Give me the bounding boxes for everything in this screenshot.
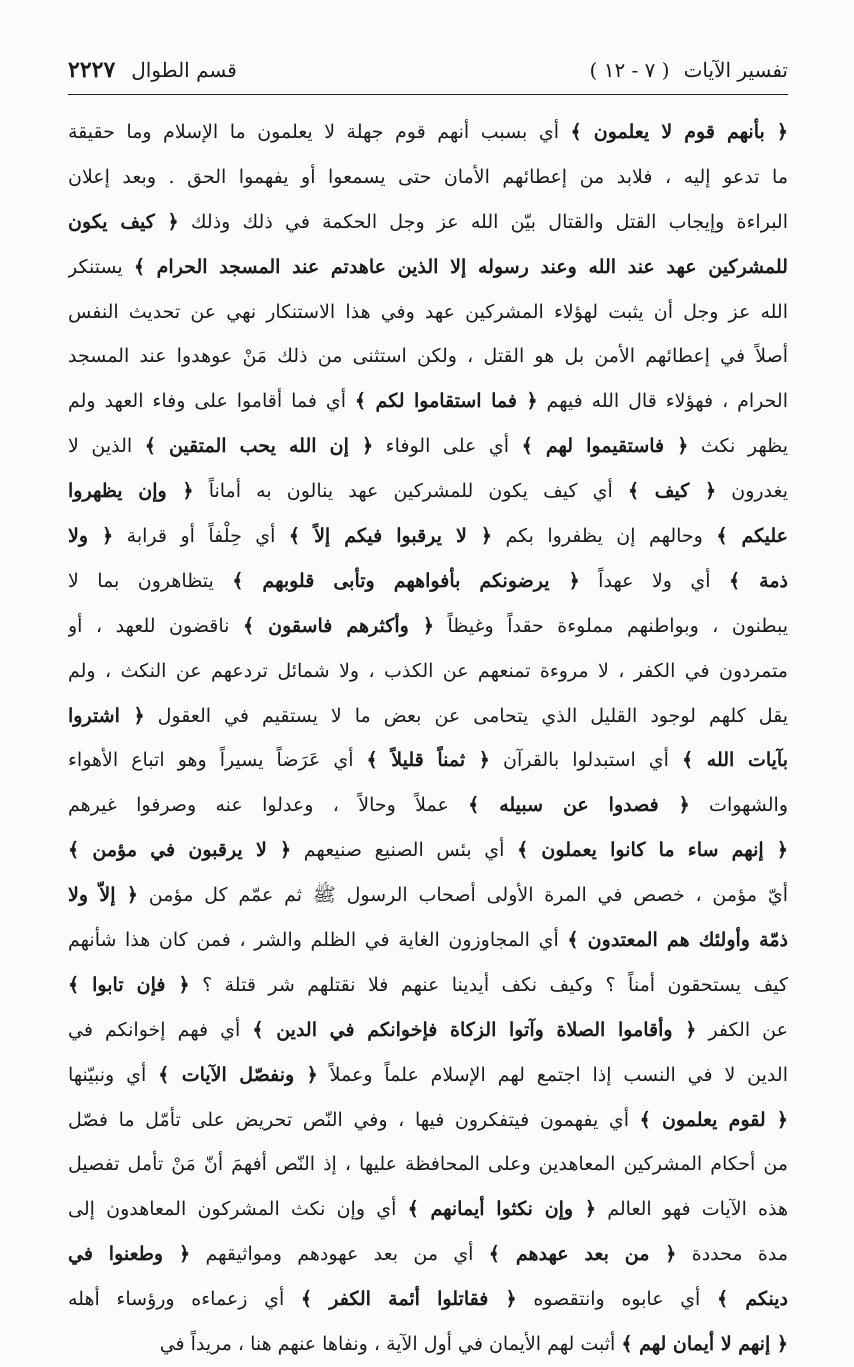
quran-quote: ﴿ كيف يكون bbox=[68, 210, 179, 233]
text-line bbox=[68, 649, 788, 694]
commentary-text: أي فما أقاموا على وفاء العهد ولم bbox=[68, 390, 355, 413]
commentary-text: مدة محددة bbox=[676, 1243, 788, 1266]
commentary-text: الذين لا bbox=[68, 435, 145, 458]
text-line bbox=[68, 1142, 788, 1187]
commentary-text: أي زعماءه ورؤساء أهله bbox=[68, 1288, 301, 1311]
commentary-text: كيف يستحقون أمناً ؟ وكيف نكف أيدينا عنهم فلا نقتلهم شر قتلة ؟ bbox=[189, 973, 788, 996]
text-line bbox=[68, 918, 788, 963]
verse-range: ( ٧ - ١٢ ) bbox=[589, 58, 670, 82]
quran-quote: ﴿ وإن نكثوا أيمانهم ﴾ bbox=[407, 1198, 597, 1221]
quran-quote: ذمة ﴾ bbox=[729, 569, 788, 592]
quran-quote: ﴿ وإن يظهروا bbox=[68, 480, 194, 503]
header-left bbox=[68, 57, 237, 83]
commentary-text: هذه الآيات فهو العالم bbox=[596, 1198, 788, 1221]
commentary-text: البراءة وإيجاب القتل والقتال بيّن الله عز وجل الحكمة في ذلك وذلك bbox=[178, 210, 788, 233]
commentary-text: أي على الوفاء bbox=[373, 435, 522, 458]
commentary-text: عملاً وحالاً ، وعدلوا عنه وصرفوا غيرهم bbox=[68, 794, 469, 817]
text-line bbox=[68, 738, 788, 783]
quran-quote: ﴿ وطعنوا في bbox=[68, 1243, 191, 1266]
text-line bbox=[68, 559, 788, 604]
commentary-text: ناقضون للعهد ، أو bbox=[68, 614, 243, 637]
text-line bbox=[68, 783, 788, 828]
quran-quote: ﴿ فإن تابوا ﴾ bbox=[68, 973, 190, 996]
text-line bbox=[68, 1277, 788, 1322]
text-line bbox=[68, 1098, 788, 1143]
text-line bbox=[68, 334, 788, 379]
quran-quote: ﴿ ثمناً قليلاً ﴾ bbox=[366, 749, 490, 772]
commentary-text: عن الكفر bbox=[696, 1018, 788, 1041]
quran-quote: بآيات الله ﴾ bbox=[682, 749, 788, 772]
commentary-text: يستنكر bbox=[68, 255, 134, 278]
commentary-text: وحالهم إن يظفروا بكم bbox=[492, 525, 717, 548]
text-line bbox=[68, 1187, 788, 1232]
commentary-text: أي من بعد عهودهم ومواثيقهم bbox=[190, 1243, 489, 1266]
quran-quote: ﴿ اشتروا bbox=[68, 704, 145, 727]
book-title: تفسير الآيات bbox=[683, 58, 788, 82]
text-line bbox=[68, 245, 788, 290]
commentary-text: أثبت لهم الأيمان في أول الآية ، ونفاها عنهم هنا ، مريداً في bbox=[159, 1333, 622, 1356]
quran-quote: عليكم ﴾ bbox=[716, 525, 788, 548]
quran-quote: ﴿ فقاتلوا أئمة الكفر ﴾ bbox=[300, 1288, 517, 1311]
quran-quote: ﴿ ونفصّل الآيات ﴾ bbox=[158, 1063, 318, 1086]
commentary-text: أي وإن نكث المشركون المعاهدون إلى bbox=[68, 1198, 408, 1221]
commentary-text: أي بئس الصنيع صنيعهم bbox=[291, 839, 518, 862]
commentary-text: متمردون في الكفر ، لا مروءة تمنعهم عن الكذب ، ولا شمائل تردعهم عن النكث ، ولم bbox=[68, 659, 788, 682]
text-line bbox=[68, 379, 788, 424]
quran-quote: دينكم ﴾ bbox=[717, 1288, 788, 1311]
quran-quote: ﴿ إن الله يحب المتقين ﴾ bbox=[144, 435, 374, 458]
quran-quote: ﴿ لا يرقبوا فيكم إلاً ﴾ bbox=[288, 525, 492, 548]
quran-quote: ذمّة وأولئك هم المعتدون ﴾ bbox=[567, 929, 788, 952]
text-line bbox=[68, 1322, 788, 1367]
quran-quote: ﴿ إنهم لا أيمان لهم ﴾ bbox=[621, 1333, 788, 1356]
commentary-text: أي ونبيّنها bbox=[68, 1063, 159, 1086]
commentary-text: الدين لا في النسب إذا اجتمع لهم الإسلام علماً وعملاً bbox=[317, 1063, 788, 1086]
quran-quote: ﴿ فما استقاموا لكم ﴾ bbox=[354, 390, 538, 413]
quran-quote: ﴿ فصدوا عن سبيله ﴾ bbox=[468, 794, 690, 817]
commentary-text: أي عابوه وانتقصوه bbox=[516, 1288, 717, 1311]
text-line bbox=[68, 828, 788, 873]
text-line bbox=[68, 469, 788, 514]
quran-quote: ﴿ وأقاموا الصلاة وآتوا الزكاة فإخوانكم في الدين ﴾ bbox=[252, 1018, 697, 1041]
text-line bbox=[68, 155, 788, 200]
commentary-text: يقل كلهم لوجود القليل الذي يتحامى عن بعض ما لا يستقيم في العقول bbox=[144, 704, 788, 727]
section-name: قسم الطوال bbox=[131, 58, 237, 82]
commentary-text: أي بسبب أنهم قوم جهلة لا يعلمون ما الإسلام وما حقيقة bbox=[68, 121, 571, 143]
quran-quote: ﴿ كيف ﴾ bbox=[627, 480, 717, 503]
quran-quote: ﴿ يرضونكم بأفواههم وتأبى قلوبهم ﴾ bbox=[232, 569, 580, 592]
text-line bbox=[68, 514, 788, 559]
quran-quote: ﴿ إلاّ ولا bbox=[68, 884, 138, 907]
text-line bbox=[68, 963, 788, 1008]
header-right bbox=[590, 58, 788, 82]
text-line bbox=[68, 1232, 788, 1277]
quran-quote: ﴿ لا يرقبون في مؤمن ﴾ bbox=[68, 839, 292, 862]
commentary-text: يظهر نكث bbox=[688, 435, 788, 458]
commentary-text: أي المجاوزون الغاية في الظلم والشر ، فمن كان هذا شأنهم bbox=[68, 929, 568, 952]
text-line bbox=[68, 424, 788, 469]
commentary-text: أصلاً في إعطائهم الأمن بل هو القتل ، ولكن استثنى من ذلك مَنْ عوهدوا عند المسجد bbox=[68, 345, 788, 368]
commentary-text: أي استبدلوا بالقرآن bbox=[489, 749, 683, 772]
quran-quote: ﴿ بأنهم قوم لا يعلمون ﴾ bbox=[570, 121, 788, 143]
text-line bbox=[68, 110, 788, 155]
text-line bbox=[68, 200, 788, 245]
commentary-text: يغدرون bbox=[716, 480, 788, 503]
commentary-text: أي حِلْفاً أو قرابة bbox=[113, 525, 289, 548]
commentary-text: أي عَرَضاً يسيراً وهو اتباع الأهواء bbox=[68, 749, 367, 772]
header-divider bbox=[68, 94, 788, 95]
commentary-text: من أحكام المشركين المعاهدين وعلى المحافظة عليها ، إذ النّص أفهمَ أنّ مَنْ تأمل تفصيل bbox=[68, 1153, 788, 1176]
commentary-text: أيّ مؤمن ، خصص في المرة الأولى أصحاب الرسول ﷺ ثم عمّم كل مؤمن bbox=[137, 884, 788, 907]
commentary-text: الله عز وجل أن يثبت لهؤلاء المشركين عهد وفي هذا الاستنكار نهي عن تحديث النفس bbox=[68, 300, 788, 323]
commentary-text: يبطنون ، وبواطنهم مملوءة حقداً وغيظاً bbox=[433, 614, 788, 637]
text-line bbox=[68, 873, 788, 918]
quran-quote: للمشركين عهد عند الله وعند رسوله إلا الذين عاهدتم عند المسجد الحرام ﴾ bbox=[133, 255, 788, 278]
quran-quote: ﴿ لقوم يعلمون ﴾ bbox=[639, 1108, 788, 1131]
text-line bbox=[68, 694, 788, 739]
commentary-text: يتظاهرون بما لا bbox=[68, 569, 233, 592]
commentary-text: أي يفهمون فيتفكرون فيها ، وفي النّص تحريض على تأمّل ما فصّل bbox=[68, 1108, 640, 1131]
quran-quote: ﴿ فاستقيموا لهم ﴾ bbox=[521, 435, 689, 458]
quran-quote: ﴿ من بعد عهدهم ﴾ bbox=[488, 1243, 677, 1266]
commentary-text: الحرام ، فهؤلاء قال الله فيهم bbox=[537, 390, 788, 413]
page-number: ٢٢٢٧ bbox=[68, 57, 116, 83]
commentary-text: أي فهم إخوانكم في bbox=[68, 1018, 253, 1041]
text-line bbox=[68, 290, 788, 335]
quran-quote: ﴿ إنهم ساء ما كانوا يعملون ﴾ bbox=[517, 839, 788, 862]
commentary-text: ما تدعو إليه ، فلابد من إعطائهم الأمان حتى يسمعوا أو يفهموا الحق . وبعد إعلان bbox=[68, 165, 788, 188]
text-line bbox=[68, 1053, 788, 1098]
text-line bbox=[68, 1008, 788, 1053]
page-header bbox=[68, 50, 788, 90]
quran-quote: ﴿ وأكثرهم فاسقون ﴾ bbox=[242, 614, 434, 637]
quran-quote: ﴿ ولا bbox=[68, 525, 114, 548]
commentary-text: أي ولا عهداً bbox=[579, 569, 730, 592]
text-line bbox=[68, 604, 788, 649]
commentary-text: أي كيف يكون للمشركين عهد ينالون به أماناً bbox=[193, 480, 628, 503]
commentary-text: والشهوات bbox=[689, 794, 788, 817]
body-text bbox=[68, 110, 788, 1367]
